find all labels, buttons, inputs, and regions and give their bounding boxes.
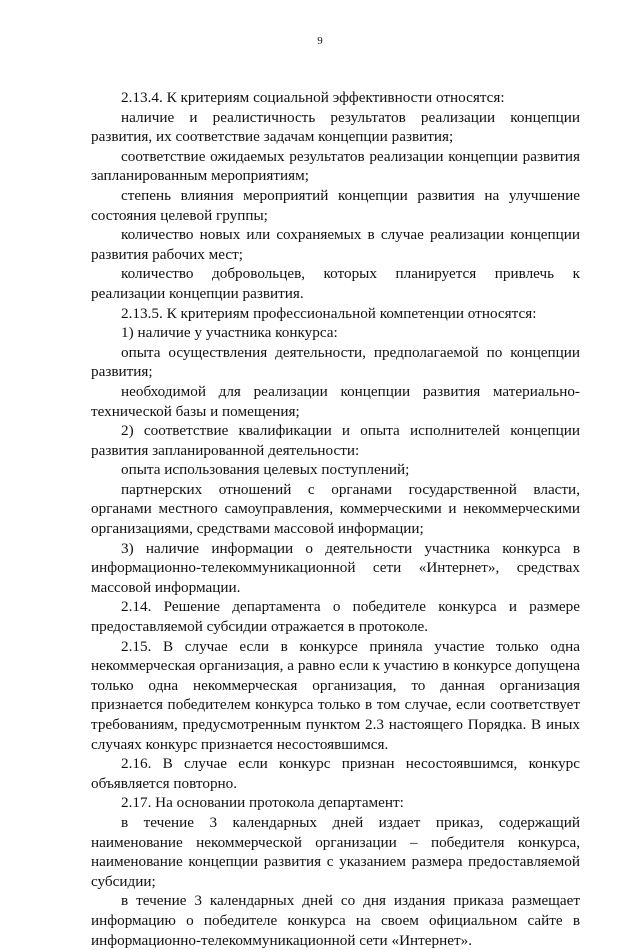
paragraph-experience: опыта осуществления деятельности, предполагаемой по концепции развития; <box>91 343 580 381</box>
paragraph-item-2: 2) соответствие квалификации и опыта исполнителей концепции развития запланированной деятельности: <box>91 422 580 459</box>
paragraph-2-16: 2.16. В случае если конкурс признан несостоявшимся, конкурс объявляется повторно. <box>91 755 580 792</box>
paragraph-material-base: необходимой для реализации концепции развития материально-технической базы и помещения; <box>91 382 580 420</box>
paragraph-item-3: 3) наличие информации о деятельности участника конкурса в информационно-телекоммуникационной сети «Интернет», средствах массовой информации. <box>91 539 580 596</box>
paragraph-order-issue: в течение 3 календарных дней издает приказ, содержащий наименование некоммерческой организации – победителя конкурса, наименование концепции развития с указанием размера предоставляемой субсидии; <box>91 813 580 890</box>
page-number: 9 <box>317 35 323 47</box>
paragraph-2-17: 2.17. На основании протокола департамент: <box>121 794 404 812</box>
paragraph-2-14: 2.14. Решение департамента о победителе конкурса и размере предоставляемой субсидии отражается в протоколе. <box>91 598 580 636</box>
paragraph-criterion-expected-results: соответствие ожидаемых результатов реализации концепции развития запланированным мероприятиям; <box>91 147 580 185</box>
paragraph-targeted-receipts: опыта использования целевых поступлений; <box>121 461 410 479</box>
paragraph-2-15: 2.15. В случае если в конкурсе приняла участие только одна некоммерческая организация, а равно если к участию в конкурсе допущена только одна некоммерческая организация, то данная организация признается победителем конкурса только в том случае, если соответствует требованиям, предусмотренным пунктом 2.3 настоящего Порядка. В иных случаях конкурс признается несостоявшимся. <box>91 637 580 753</box>
paragraph-criterion-influence: степень влияния мероприятий концепции развития на улучшение состояния целевой группы; <box>91 186 580 224</box>
document-body <box>91 88 580 950</box>
paragraph-criterion-jobs: количество новых или сохраняемых в случае реализации концепции развития рабочих мест; <box>91 226 580 263</box>
paragraph-criterion-volunteers: количество добровольцев, которых планируется привлечь к реализации концепции развития. <box>91 265 580 302</box>
paragraph-2-13-4: 2.13.4. К критериям социальной эффективности относятся: <box>121 89 505 106</box>
paragraph-criterion-results: наличие и реалистичность результатов реализации концепции развития, их соответствие задачам концепции развития; <box>91 108 580 146</box>
paragraph-partnerships: партнерских отношений с органами государственной власти, органами местного самоуправления, коммерческими и некоммерческими организациями, средствами массовой информации; <box>91 480 580 538</box>
paragraph-item-1: 1) наличие у участника конкурса: <box>121 324 338 342</box>
paragraph-publication: в течение 3 календарных дней со дня издания приказа размещает информацию о победителе конкурса на своем официальном сайте в информационно-телекоммуникационной сети «Интернет». <box>91 892 580 949</box>
paragraph-2-13-5: 2.13.5. К критериям профессиональной компетенции относятся: <box>121 304 537 322</box>
